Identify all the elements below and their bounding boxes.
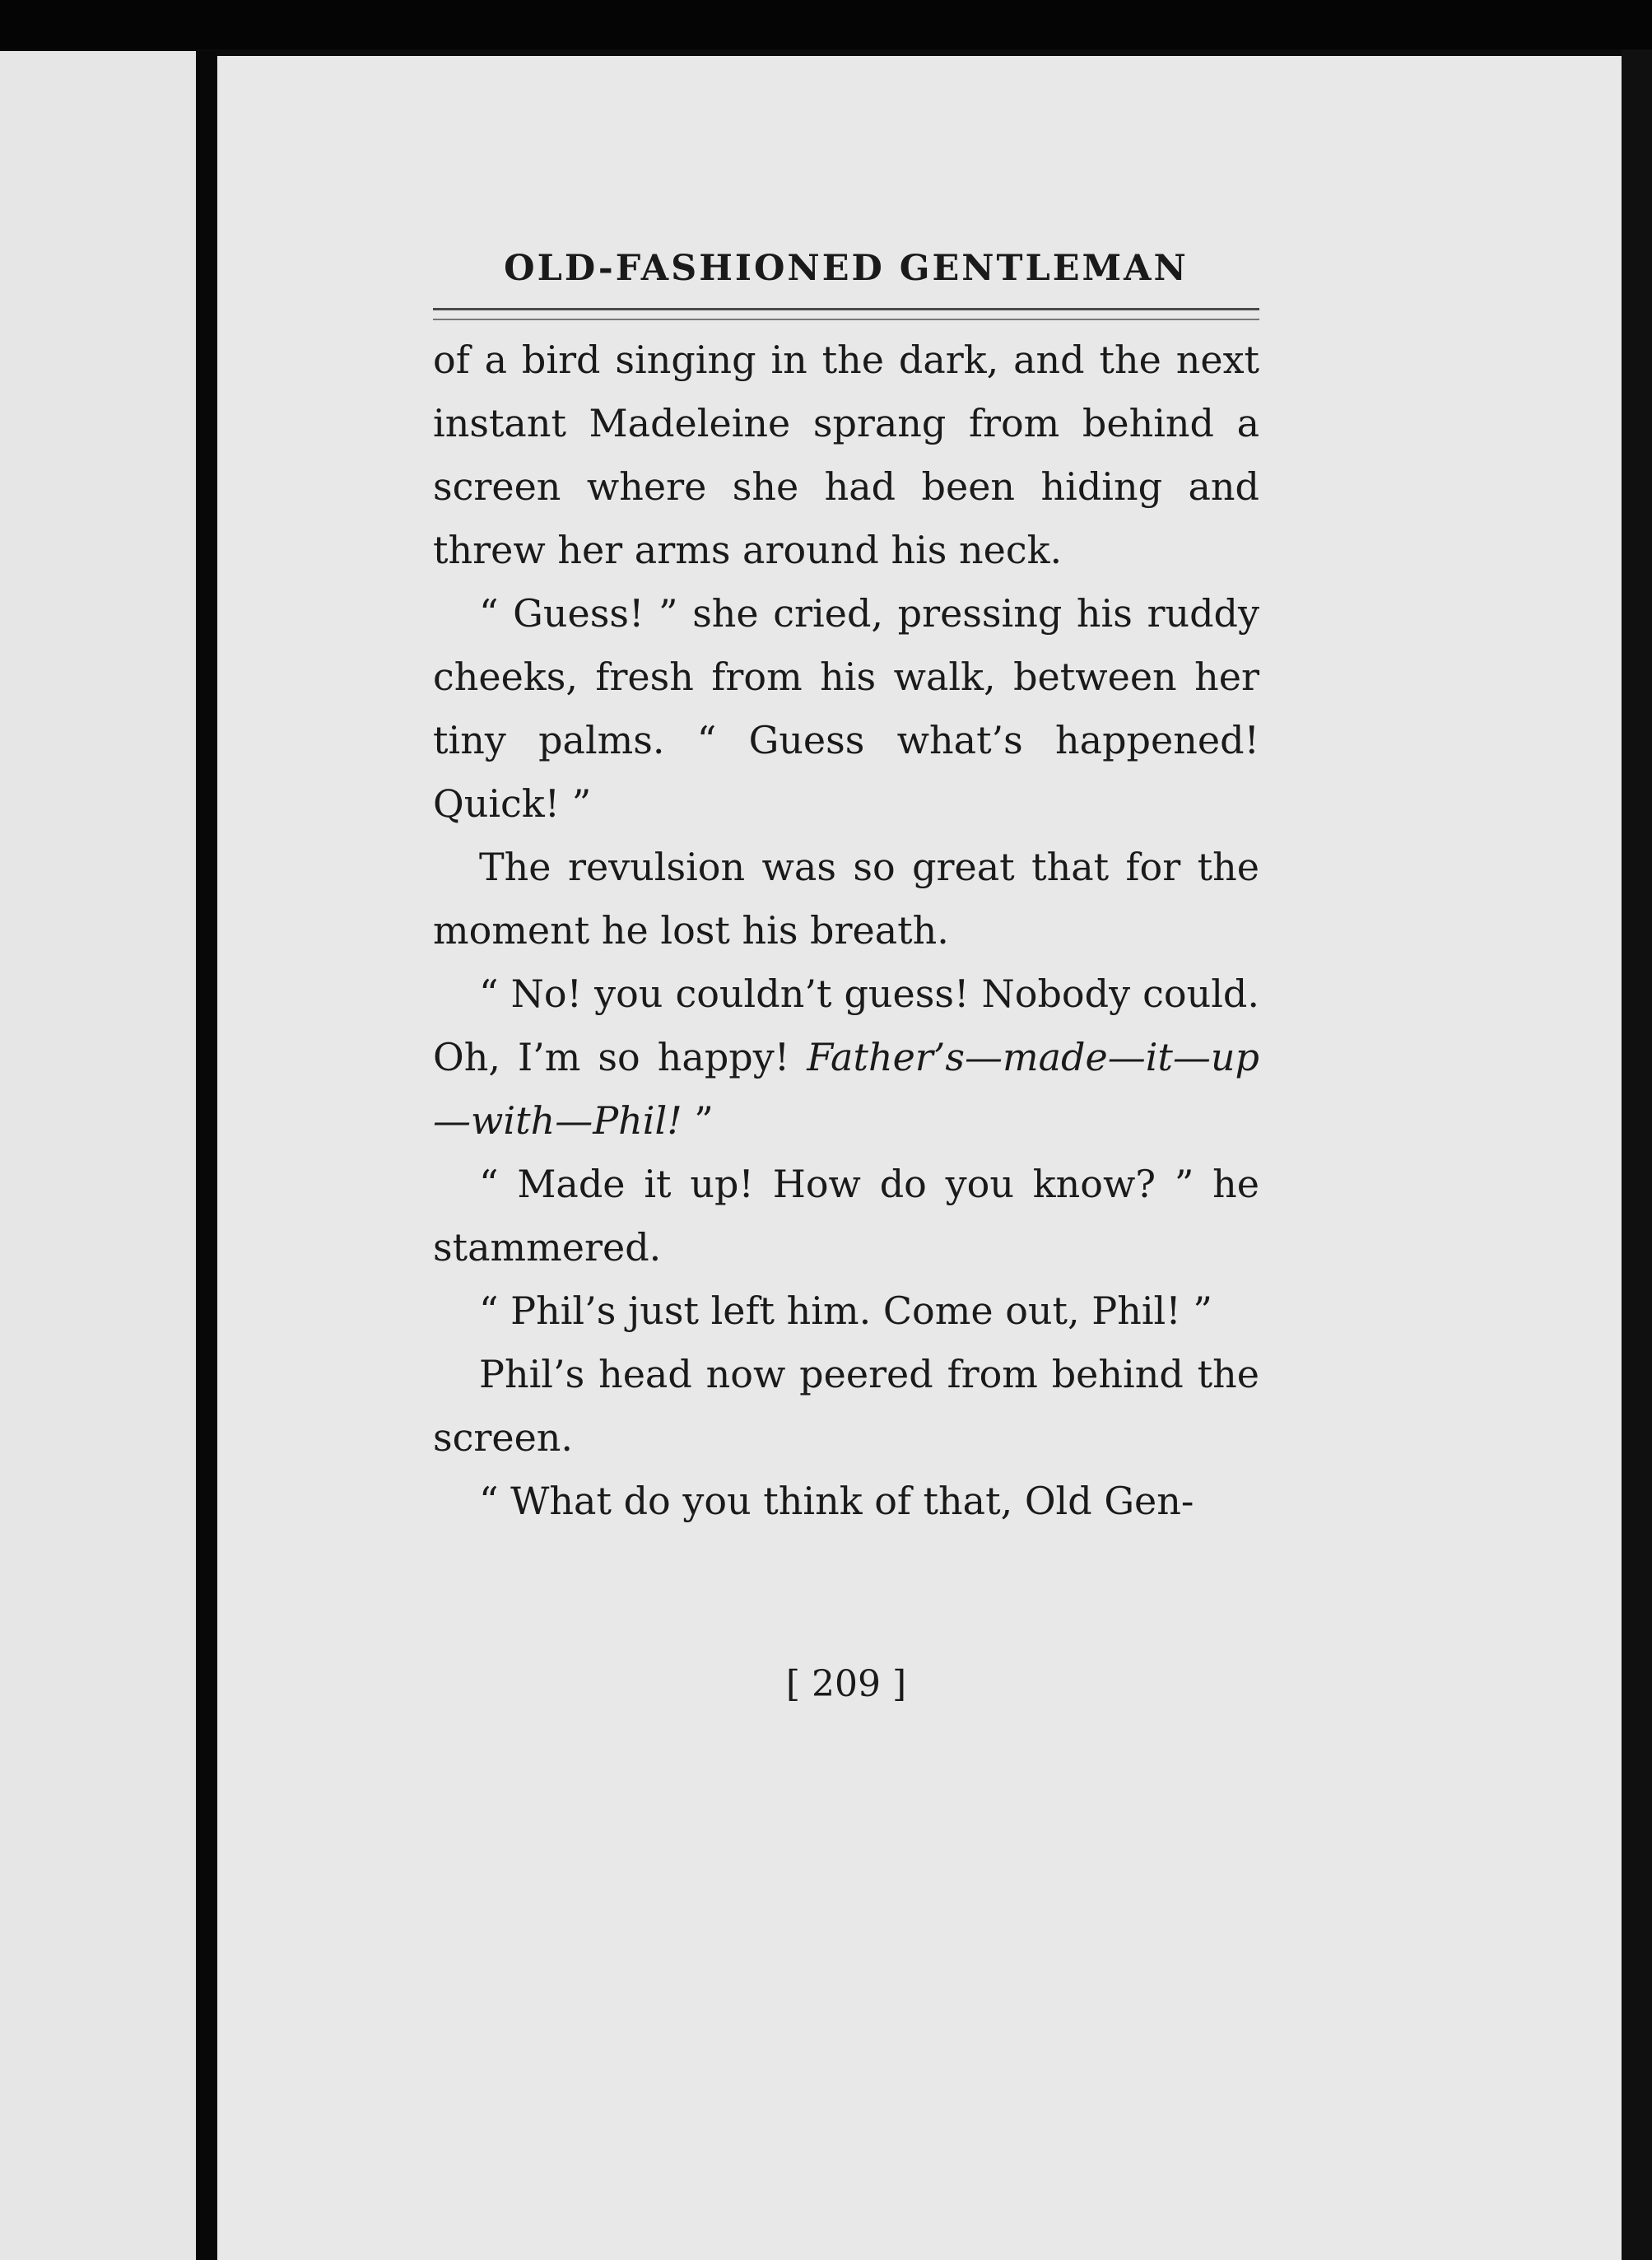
paragraph-8: “ What do you think of that, Old Gen-: [479, 1479, 1194, 1523]
paragraph-3: The revulsion was so great that for the moment he lost his breath.: [433, 845, 1259, 953]
text-block: [433, 239, 1259, 1533]
paragraph-7: Phil’s head now peered from behind the screen.: [433, 1352, 1259, 1460]
running-head: OLD-FASHIONED GENTLEMAN: [504, 248, 1189, 289]
paragraph-2: “ Guess! ” she cried, pressing his ruddy cheeks, fresh from his walk, between her tiny palms. “ Guess what’s happened! Quick! ”: [433, 591, 1259, 826]
body-text: [433, 329, 1259, 1533]
scan-top-border: [0, 0, 1652, 49]
paragraph-5: “ Made it up! How do you know? ” he stammered.: [433, 1162, 1259, 1270]
page-number: [ 209 ]: [785, 1663, 907, 1705]
header-rule: [433, 308, 1259, 320]
paragraph-4-text: “ No! you couldn’t guess! Nobody could. Oh, I’m so happy!: [433, 972, 1259, 1079]
book-gutter: [196, 51, 217, 2260]
paragraph-1: of a bird singing in the dark, and the next instant Madeleine sprang from behind a screen where she had been hiding and threw her arms around his neck.: [433, 338, 1259, 572]
scan-right-border: [1622, 49, 1652, 2260]
italic-phrase: Father’s—made—it—up—with—Phil!: [433, 1035, 1259, 1143]
paragraph-4: [433, 962, 1259, 1153]
facing-page-edge: [0, 51, 196, 2260]
closing-quote: ”: [682, 1098, 714, 1143]
paragraph-6: “ Phil’s just left him. Come out, Phil! ”: [479, 1288, 1212, 1333]
